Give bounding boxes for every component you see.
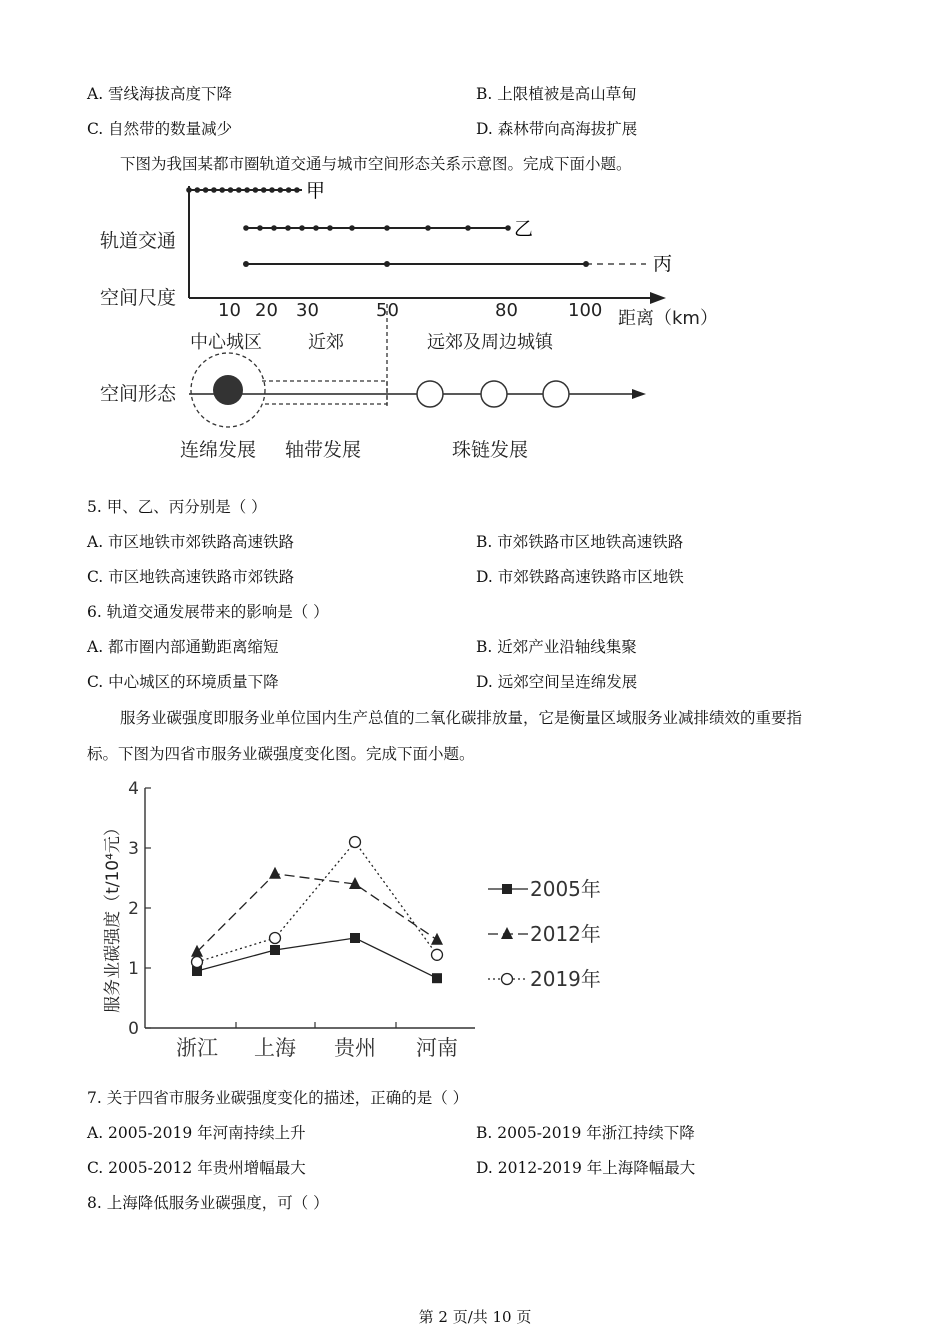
stop-jia: [219, 187, 225, 193]
carbon-intensity-chart: [90, 772, 610, 1067]
option-b: B. 上限植被是高山草甸: [476, 85, 637, 103]
stop-yi: [257, 225, 263, 231]
axis-arrow: [650, 292, 666, 304]
stop-yi: [243, 225, 249, 231]
stop-bing: [243, 261, 249, 267]
tick-80: 80: [495, 300, 518, 321]
axis-label-distance: 距离（km）: [618, 308, 718, 329]
data-point: [431, 933, 443, 945]
data-point: [270, 945, 280, 955]
option-b: B. 近郊产业沿轴线集聚: [476, 638, 637, 656]
stop-jia: [186, 187, 192, 193]
stop-yi: [349, 225, 355, 231]
data-point: [191, 945, 203, 957]
stop-jia: [278, 187, 284, 193]
data-point: [432, 973, 442, 983]
option-a: A. 都市圈内部通勤距离缩短: [87, 638, 279, 656]
y-tick-label: 4: [128, 779, 139, 799]
label-jia: 甲: [306, 180, 326, 202]
legend-label: 2019年: [530, 967, 601, 991]
option-c: C. 自然带的数量减少: [87, 120, 233, 138]
option-d: D. 市郊铁路高速铁路市区地铁: [476, 568, 684, 586]
question-7-stem: 7. 关于四省市服务业碳强度变化的描述，正确的是（ ）: [87, 1089, 469, 1107]
zone-near-suburb: 近郊: [308, 332, 344, 353]
x-tick-label: 河南: [416, 1036, 458, 1060]
option-b: B. 2005-2019 年浙江持续下降: [476, 1124, 695, 1142]
form-axial: 轴带发展: [285, 439, 362, 461]
stop-yi: [299, 225, 305, 231]
data-point: [432, 949, 443, 960]
data-point: [270, 933, 281, 944]
legend-label: 2012年: [530, 922, 601, 946]
label-yi: 乙: [514, 218, 534, 240]
stop-jia: [269, 187, 275, 193]
option-d: D. 2012-2019 年上海降幅最大: [476, 1159, 696, 1177]
center-city-circle: [213, 375, 243, 405]
stop-yi: [285, 225, 291, 231]
form-continuous: 连绵发展: [180, 439, 257, 461]
intro-paragraph: 服务业碳强度即服务业单位国内生产总值的二氧化碳排放量，它是衡量区域服务业减排绩效的重要指: [120, 709, 803, 727]
data-point: [502, 884, 512, 894]
stop-bing: [384, 261, 390, 267]
axial-belt-outline: [262, 381, 387, 404]
page-footer: 第 2 页/共 10 页: [418, 1308, 532, 1326]
y-axis-label: 服务业碳强度（t/10⁴元）: [103, 819, 123, 1013]
tick-30: 30: [296, 300, 319, 321]
label-rail-transit: 轨道交通: [100, 230, 177, 252]
stop-jia: [261, 187, 267, 193]
stop-jia: [294, 187, 300, 193]
label-spatial-scale: 空间尺度: [100, 287, 177, 309]
data-point: [269, 867, 281, 879]
label-spatial-form: 空间形态: [100, 383, 177, 405]
intro-paragraph: 标。下图为四省市服务业碳强度变化图。完成下面小题。: [87, 745, 475, 763]
option-a: A. 市区地铁市郊铁路高速铁路: [87, 533, 295, 551]
data-point: [502, 974, 513, 985]
stop-yi: [271, 225, 277, 231]
label-bing: 丙: [653, 253, 673, 275]
question-6-stem: 6. 轨道交通发展带来的影响是（ ）: [87, 603, 329, 621]
series-line: [197, 938, 437, 978]
option-d: D. 远郊空间呈连绵发展: [476, 673, 638, 691]
stop-yi: [313, 225, 319, 231]
tick-10: 10: [218, 300, 241, 321]
stop-yi: [505, 225, 511, 231]
stop-yi: [384, 225, 390, 231]
zone-center-city: 中心城区: [190, 332, 262, 353]
stop-bing: [583, 261, 589, 267]
data-point: [192, 957, 203, 968]
zone-far-suburb: 远郊及周边城镇: [427, 332, 553, 353]
stop-yi: [327, 225, 333, 231]
stop-jia: [236, 187, 242, 193]
tick-100: 100: [568, 300, 603, 321]
data-point: [350, 933, 360, 943]
stop-jia: [244, 187, 250, 193]
series-line: [197, 874, 437, 952]
stop-jia: [195, 187, 201, 193]
stop-jia: [203, 187, 209, 193]
question-8-stem: 8. 上海降低服务业碳强度，可（ ）: [87, 1194, 329, 1212]
option-c: C. 中心城区的环境质量下降: [87, 673, 279, 691]
question-5-stem: 5. 甲、乙、丙分别是（ ）: [87, 498, 267, 516]
option-a: A. 2005-2019 年河南持续上升: [87, 1124, 306, 1142]
tick-50: 50: [376, 300, 399, 321]
y-tick-label: 2: [128, 899, 139, 919]
satellite-town-circle: [543, 381, 569, 407]
option-a: A. 雪线海拔高度下降: [87, 85, 233, 103]
option-c: C. 市区地铁高速铁路市郊铁路: [87, 568, 295, 586]
data-point: [350, 837, 361, 848]
satellite-town-circle: [417, 381, 443, 407]
form-axis-arrow: [632, 389, 646, 399]
legend-label: 2005年: [530, 877, 601, 901]
intro-paragraph: 下图为我国某都市圈轨道交通与城市空间形态关系示意图。完成下面小题。: [120, 155, 632, 173]
y-tick-label: 1: [128, 959, 139, 979]
x-tick-label: 上海: [254, 1036, 296, 1060]
rail-transit-diagram: [90, 178, 730, 468]
data-point: [501, 927, 513, 939]
stop-jia: [253, 187, 259, 193]
y-tick-label: 0: [128, 1019, 139, 1039]
option-d: D. 森林带向高海拔扩展: [476, 120, 638, 138]
stop-jia: [286, 187, 292, 193]
tick-20: 20: [255, 300, 278, 321]
satellite-town-circle: [481, 381, 507, 407]
stop-yi: [465, 225, 471, 231]
stop-jia: [228, 187, 234, 193]
stop-jia: [211, 187, 217, 193]
option-c: C. 2005-2012 年贵州增幅最大: [87, 1159, 306, 1177]
y-tick-label: 3: [128, 839, 139, 859]
stop-yi: [425, 225, 431, 231]
option-b: B. 市郊铁路市区地铁高速铁路: [476, 533, 684, 551]
x-tick-label: 浙江: [176, 1036, 218, 1060]
form-pearl-chain: 珠链发展: [452, 439, 529, 461]
x-tick-label: 贵州: [334, 1036, 376, 1060]
